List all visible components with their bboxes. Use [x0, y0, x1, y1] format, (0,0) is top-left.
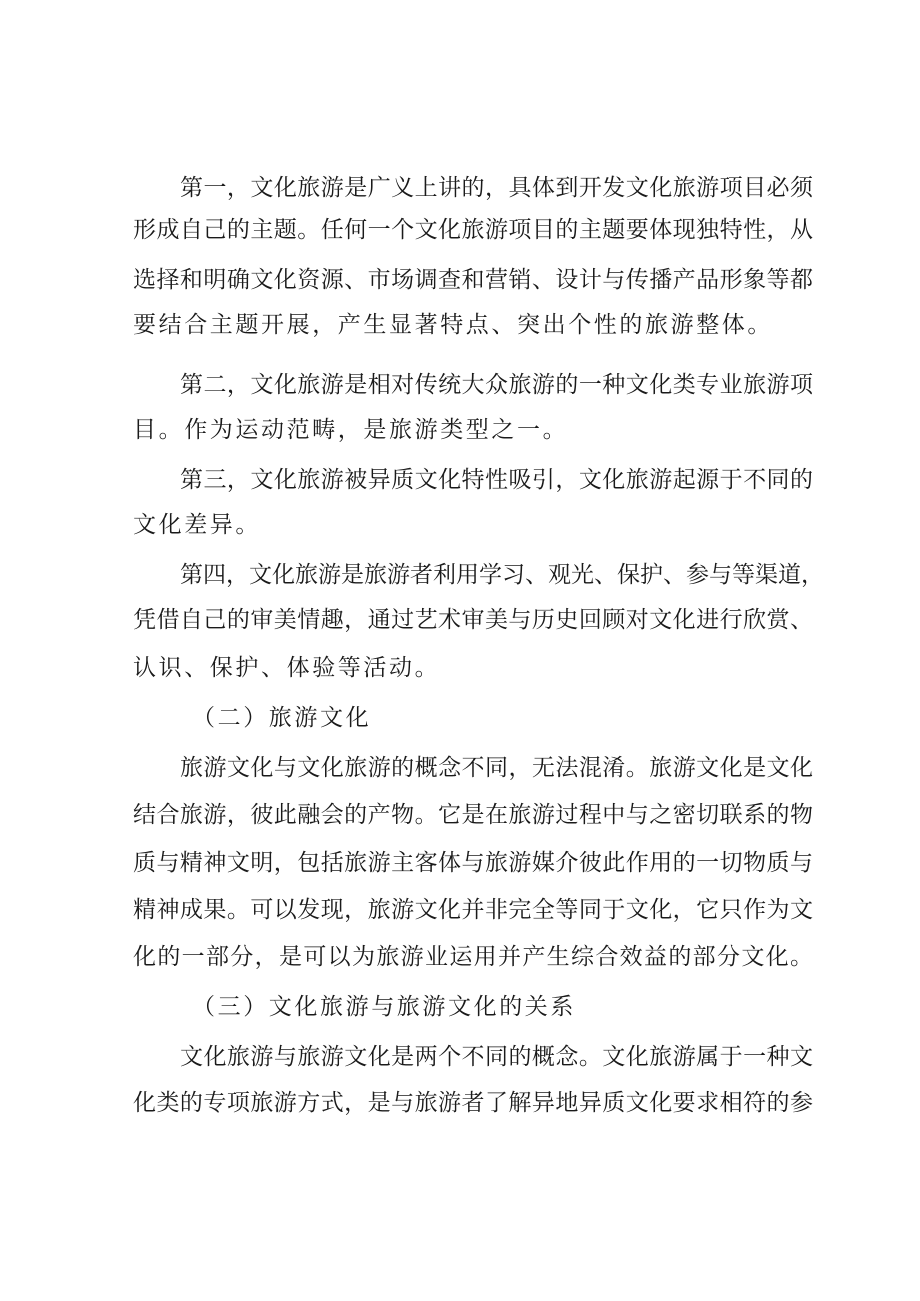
paragraph-6-line-1: 文化旅游与旅游文化是两个不同的概念。文化旅游属于一种文 [180, 1044, 813, 1070]
paragraph-3-line-1: 第三，文化旅游被异质文化特性吸引，文化旅游起源于不同的 [180, 467, 813, 493]
paragraph-4-line-3: 认识、保护、体验等活动。 [133, 655, 441, 681]
paragraph-5-line-1: 旅游文化与文化旅游的概念不同，无法混淆。旅游文化是文化 [180, 755, 813, 781]
paragraph-4-line-1: 第四，文化旅游是旅游者利用学习、观光、保护、参与等渠道， [180, 562, 824, 588]
paragraph-5-line-5: 化的一部分，是可以为旅游业运用并产生综合效益的部分文化。 [133, 944, 813, 970]
paragraph-6-line-2: 化类的专项旅游方式，是与旅游者了解异地异质文化要求相符的参 [133, 1090, 813, 1116]
paragraph-4-line-2: 凭借自己的审美情趣，通过艺术审美与历史回顾对文化进行欣赏、 [133, 607, 813, 633]
paragraph-2-line-1: 第二，文化旅游是相对传统大众旅游的一种文化类专业旅游项 [180, 372, 813, 398]
paragraph-1-line-3: 选择和明确文化资源、市场调查和营销、设计与传播产品形象等都 [133, 267, 813, 293]
section-heading-tourism-culture: （二）旅游文化 [192, 705, 372, 731]
paragraph-5-line-2: 结合旅游，彼此融会的产物。它是在旅游过程中与之密切联系的物 [133, 802, 813, 828]
paragraph-3-line-2: 文化差异。 [133, 512, 261, 538]
paragraph-1-line-1: 第一，文化旅游是广义上讲的，具体到开发文化旅游项目必须 [180, 175, 813, 201]
paragraph-1-line-4: 要结合主题开展，产生显著特点、突出个性的旅游整体。 [133, 312, 773, 338]
paragraph-1-line-2: 形成自己的主题。任何一个文化旅游项目的主题要体现独特性，从 [133, 217, 813, 243]
section-heading-relationship: （三）文化旅游与旅游文化的关系 [192, 994, 576, 1020]
paragraph-2-line-2: 目。作为运动范畴，是旅游类型之一。 [133, 417, 569, 443]
paragraph-5-line-3: 质与精神文明，包括旅游主客体与旅游媒介彼此作用的一切物质与 [133, 850, 813, 876]
paragraph-5-line-4: 精神成果。可以发现，旅游文化并非完全等同于文化，它只作为文 [133, 897, 813, 923]
